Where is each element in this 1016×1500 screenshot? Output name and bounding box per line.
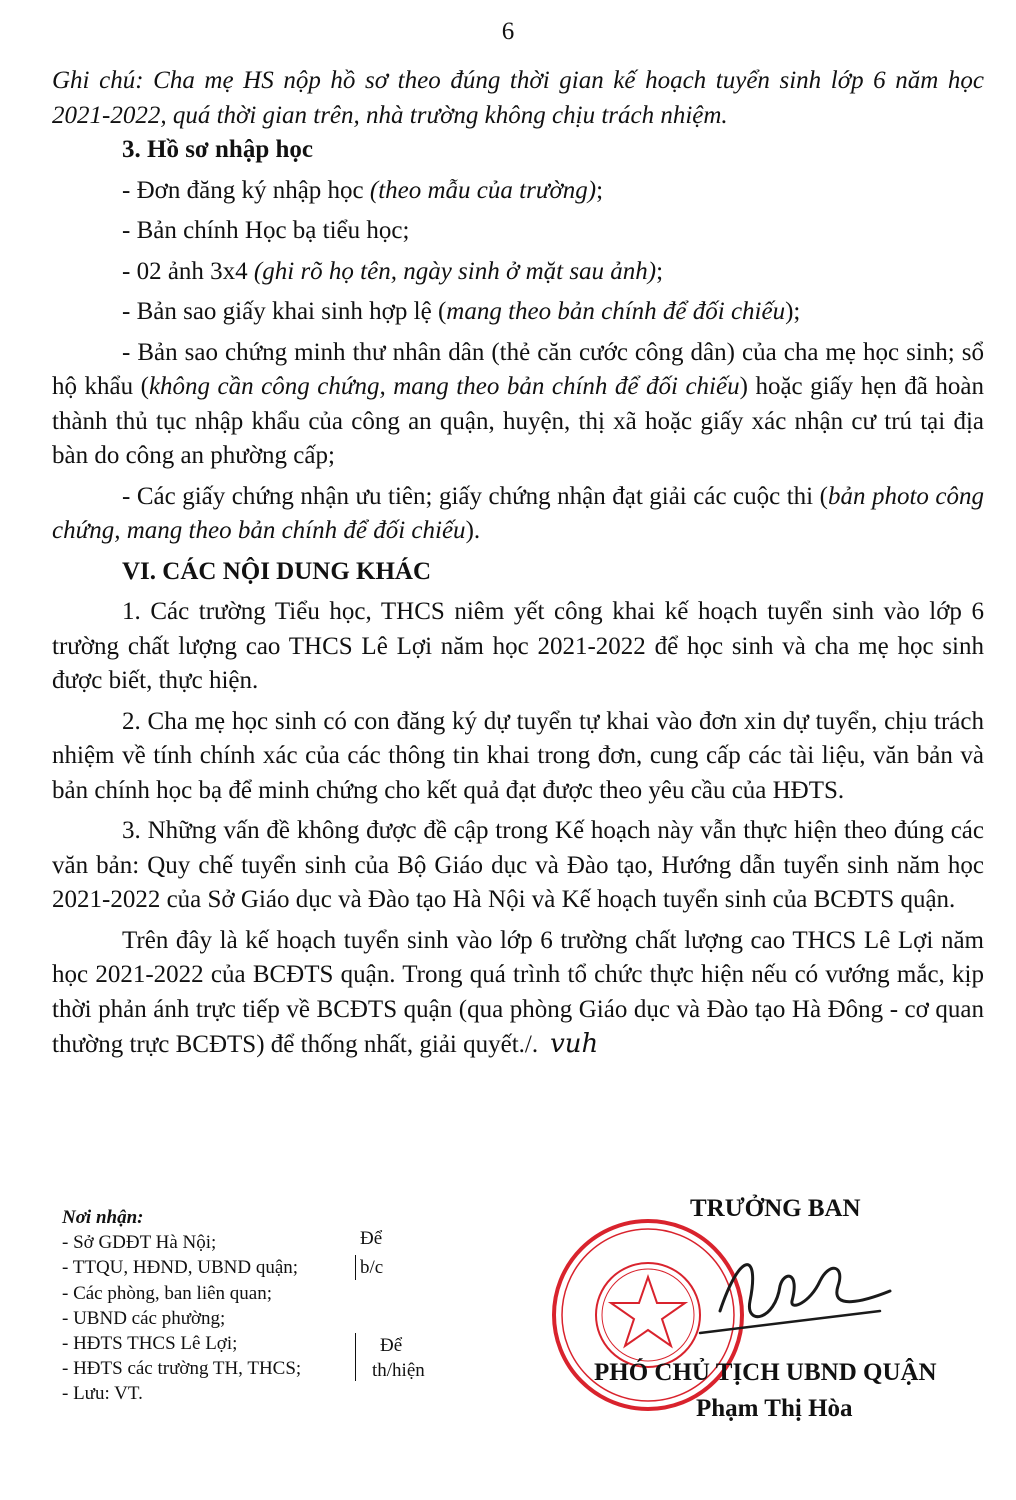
dossier-item-3-tail: ; xyxy=(656,257,664,285)
other-paragraph-1: 1. Các trường Tiểu học, THCS niêm yết công khai kế hoạch tuyển sinh vào lớp 6 trường chất lượng cao THCS Lê Lợi năm học 2021-2022 để học sinh và cha mẹ học sinh được biết, thực hiện. xyxy=(52,598,984,694)
handwritten-signature-icon xyxy=(680,1241,910,1341)
recipient-item xyxy=(62,1228,383,1255)
signer-position: PHÓ CHỦ TỊCH UBND QUẬN xyxy=(594,1359,937,1386)
dossier-item-1-tail: ; xyxy=(596,176,604,204)
recipient-text: - HĐTS các trường TH, THCS; xyxy=(62,1358,302,1380)
recipient-item xyxy=(62,1306,301,1331)
recipient-group1-note-1: Để xyxy=(360,1228,383,1250)
signature-block xyxy=(560,1195,980,1455)
recipient-text: - Lưu: VT. xyxy=(62,1383,143,1405)
closing-initials: vuh xyxy=(550,1029,599,1059)
other-paragraph-2: 2. Cha mẹ học sinh có con đăng ký dự tuyển tự khai vào đơn xin dự tuyển, chịu trách nhiệm về tính chính xác của các thông tin khai trong đơn, cung cấp các tài liệu, văn bản và bản chính học bạ để minh chứng cho kết quả đạt được theo yêu cầu của HĐTS. xyxy=(52,707,984,804)
dossier-item-3-text: - 02 ảnh 3x4 xyxy=(122,257,254,285)
recipient-item xyxy=(62,1381,301,1406)
signer-name: Phạm Thị Hòa xyxy=(696,1395,853,1422)
dossier-item-4-italic: mang theo bản chính để đối chiếu xyxy=(446,298,786,325)
closing-text: Trên đây là kế hoạch tuyển sinh vào lớp 6 trường chất lượng cao THCS Lê Lợi năm học 2021-2022 của BCĐTS quận. Trong quá trình tổ chức thực hiện nếu có vướng mắc, kịp thời phản ánh trực tiếp về BCĐTS quận (qua phòng Giáo dục và Đào tạo Hà Đông - cơ quan thường trực BCĐTS) để thống nhất, giải quyết./. xyxy=(52,926,984,1058)
dossier-item-1-italic: (theo mẫu của trường) xyxy=(369,176,597,204)
dossier-item-3 xyxy=(52,255,984,290)
dossier-item-5-tail: ) hoặc giấy hẹn đã hoàn thành thủ tục nhập khẩu của công an quận, huyện, thị xã hoặc giấy xác nhận cư trú tại địa bàn do công an phường cấp; xyxy=(52,373,984,469)
dossier-item-4-text: - Bản sao giấy khai sinh hợp lệ ( xyxy=(122,298,447,325)
recipient-group1-note-2: b/c xyxy=(360,1257,384,1279)
dossier-heading: 3. Hồ sơ nhập học xyxy=(122,136,313,163)
recipient-group2-note-1: Để xyxy=(380,1334,403,1356)
recipient-text: - UBND các phường; xyxy=(62,1307,226,1329)
dossier-item-6-text: - Các giấy chứng nhận ưu tiên; giấy chứng nhận đạt giải các cuộc thi ( xyxy=(122,482,828,510)
other-paragraph-3: 3. Những vấn đề không được đề cập trong Kế hoạch này vẫn thực hiện theo đúng các văn bản: Quy chế tuyển sinh của Bộ Giáo dục và Đào tạo, Hướng dẫn tuyển sinh năm học 2021-2022 của Sở Giáo dục và Đào tạo Hà Nội và Kế hoạch tuyển sinh của BCĐTS quận. xyxy=(52,817,984,913)
recipients-title: Nơi nhận: xyxy=(62,1207,144,1228)
document-body xyxy=(52,64,984,1063)
recipients-block xyxy=(62,1205,425,1407)
recipient-text: - Các phòng, ban liên quan; xyxy=(62,1282,273,1304)
signer-title: TRƯỞNG BAN xyxy=(690,1195,861,1222)
recipient-item xyxy=(62,1255,384,1280)
dossier-item-3-italic: (ghi rõ họ tên, ngày sinh ở mặt sau ảnh) xyxy=(253,257,657,285)
dossier-item-5 xyxy=(52,336,984,474)
dossier-item-1 xyxy=(52,174,984,209)
recipient-group2-note-2: th/hiện xyxy=(372,1360,425,1382)
recipient-item xyxy=(62,1356,425,1382)
dossier-item-5-italic: không cần công chứng, mang theo bản chính để đối chiếu xyxy=(148,373,740,400)
recipient-text: - TTQU, HĐND, UBND quận; xyxy=(62,1257,299,1279)
dossier-item-2 xyxy=(52,214,984,249)
dossier-item-4-tail: ); xyxy=(785,298,801,325)
dossier-item-5-text: - Bản sao chứng minh thư nhân dân (thẻ căn cước công dân) của cha mẹ học sinh; sổ hộ khẩu ( xyxy=(52,338,984,400)
other-heading: VI. CÁC NỘI DUNG KHÁC xyxy=(122,557,432,585)
page-number: 6 xyxy=(501,18,515,45)
recipient-group1-bracket xyxy=(355,1255,356,1280)
recipient-item xyxy=(62,1281,301,1306)
dossier-item-1-text: - Đơn đăng ký nhập học xyxy=(122,176,370,204)
recipient-text: - HĐTS THCS Lê Lợi; xyxy=(62,1332,238,1354)
dossier-item-6-tail: ). xyxy=(465,517,481,544)
dossier-item-6 xyxy=(52,480,984,549)
dossier-item-2-text: - Bản chính Học bạ tiểu học; xyxy=(122,217,410,244)
recipient-item xyxy=(62,1331,403,1356)
dossier-item-6-italic: bản photo công chứng, mang theo bản chính để đối chiếu xyxy=(52,482,984,544)
recipient-text: - Sở GDĐT Hà Nội; xyxy=(62,1232,217,1254)
closing-paragraph xyxy=(52,924,984,1063)
note-paragraph xyxy=(52,64,984,133)
note-text: Cha mẹ HS nộp hồ sơ theo đúng thời gian kế hoạch tuyển sinh lớp 6 năm học 2021-2022, quá thời gian trên, nhà trường không chịu trách nhiệm. xyxy=(52,67,985,129)
dossier-item-4 xyxy=(52,295,984,330)
note-label: Ghi chú: xyxy=(52,67,144,94)
recipient-group2-bracket xyxy=(355,1333,356,1381)
